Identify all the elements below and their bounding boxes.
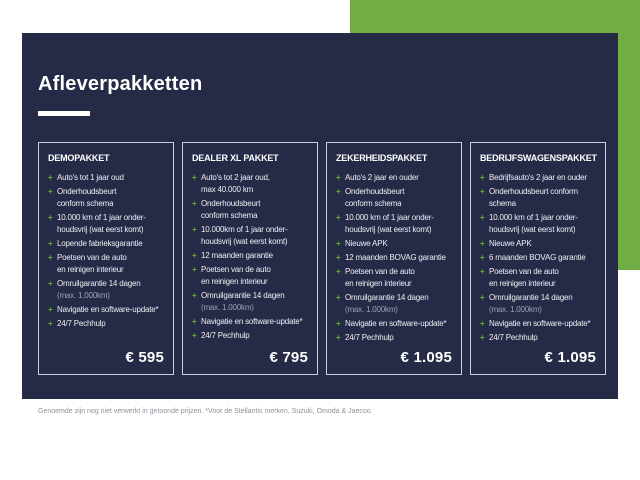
feature-lines — [489, 186, 596, 210]
feature-line: 10.000 km of 1 jaar onder- — [345, 213, 434, 222]
plus-icon: + — [336, 253, 341, 262]
feature-lines — [57, 318, 164, 330]
package-card — [470, 142, 606, 375]
feature-list — [48, 172, 164, 332]
feature-line: Navigatie en software-update* — [201, 317, 303, 326]
feature-line: Navigatie en software-update* — [489, 319, 591, 328]
plus-icon: + — [48, 253, 53, 262]
package-feature — [192, 172, 308, 196]
package-feature — [192, 316, 308, 328]
plus-icon: + — [480, 213, 485, 222]
feature-line: 12 maanden BOVAG garantie — [345, 253, 446, 262]
feature-lines — [345, 172, 452, 184]
package-feature — [192, 250, 308, 262]
feature-lines — [345, 318, 452, 330]
plus-icon: + — [336, 213, 341, 222]
package-feature — [336, 252, 452, 264]
package-card — [326, 142, 462, 375]
plus-icon: + — [192, 225, 197, 234]
package-feature — [48, 212, 164, 236]
feature-line: Omruilgarantie 14 dagen — [345, 293, 429, 302]
plus-icon: + — [48, 319, 53, 328]
plus-icon: + — [192, 265, 197, 274]
feature-line: houdsvrij (wat eerst komt) — [345, 225, 432, 234]
package-feature — [480, 318, 596, 330]
feature-lines — [489, 212, 596, 236]
plus-icon: + — [192, 173, 197, 182]
feature-line: Auto's tot 1 jaar oud — [57, 173, 124, 182]
package-feature — [336, 292, 452, 316]
package-feature — [192, 330, 308, 342]
feature-lines — [201, 250, 308, 262]
feature-line: Omruilgarantie 14 dagen — [57, 279, 141, 288]
package-feature — [336, 172, 452, 184]
packages-panel — [22, 33, 618, 399]
feature-line: Nieuwe APK — [345, 239, 388, 248]
feature-line: Lopende fabrieksgarantie — [57, 239, 143, 248]
package-title: BEDRIJFSWAGENSPAKKET — [480, 153, 597, 163]
package-feature — [48, 172, 164, 184]
feature-lines — [57, 186, 164, 210]
package-price: € 795 — [269, 349, 308, 366]
plus-icon: + — [48, 239, 53, 248]
feature-line: en reinigen interieur — [489, 279, 556, 288]
package-feature — [480, 212, 596, 236]
feature-line: (max. 1.000km) — [57, 291, 110, 300]
feature-line: Onderhoudsbeurt — [201, 199, 261, 208]
feature-line: Onderhoudsbeurt — [57, 187, 117, 196]
feature-line: 24/7 Pechhulp — [201, 331, 250, 340]
package-feature — [48, 278, 164, 302]
feature-lines — [489, 252, 596, 264]
feature-lines — [489, 332, 596, 344]
plus-icon: + — [192, 331, 197, 340]
feature-lines — [57, 278, 164, 302]
feature-line: max 40.000 km — [201, 185, 254, 194]
feature-lines — [201, 316, 308, 328]
feature-line: en reinigen interieur — [345, 279, 412, 288]
package-card — [182, 142, 318, 375]
plus-icon: + — [192, 199, 197, 208]
package-feature — [48, 238, 164, 250]
feature-line: Navigatie en software-update* — [57, 305, 159, 314]
plus-icon: + — [480, 293, 485, 302]
feature-lines — [57, 172, 164, 184]
plus-icon: + — [336, 293, 341, 302]
feature-line: (max. 1.000km) — [345, 305, 398, 314]
feature-line: 10.000 km of 1 jaar onder- — [489, 213, 578, 222]
plus-icon: + — [48, 305, 53, 314]
package-feature — [336, 212, 452, 236]
package-feature — [192, 264, 308, 288]
package-price: € 595 — [125, 349, 164, 366]
feature-lines — [489, 266, 596, 290]
package-feature — [336, 318, 452, 330]
package-title: DEALER XL PAKKET — [192, 153, 279, 163]
plus-icon: + — [480, 319, 485, 328]
plus-icon: + — [48, 187, 53, 196]
plus-icon: + — [48, 173, 53, 182]
package-feature — [192, 290, 308, 314]
feature-line: Onderhoudsbeurt conform — [489, 187, 578, 196]
package-price: € 1.095 — [400, 349, 452, 366]
feature-lines — [489, 172, 596, 184]
feature-list — [480, 172, 596, 346]
feature-line: Poetsen van de auto — [489, 267, 559, 276]
package-feature — [336, 186, 452, 210]
feature-lines — [201, 290, 308, 314]
packages-row — [38, 142, 606, 375]
feature-lines — [345, 186, 452, 210]
feature-lines — [489, 238, 596, 250]
package-feature — [192, 224, 308, 248]
package-feature — [480, 292, 596, 316]
feature-lines — [201, 330, 308, 342]
package-feature — [480, 186, 596, 210]
plus-icon: + — [192, 291, 197, 300]
feature-line: Auto's 2 jaar en ouder — [345, 173, 419, 182]
package-feature — [480, 266, 596, 290]
plus-icon: + — [192, 251, 197, 260]
footnote: Genoemde zijn nog niet verwerkt in getoonde prijzen. *Voor de Stellantis merken, Suzuki, Omoda & Jaecoo. — [38, 408, 373, 415]
page-title: Afleverpakketten — [38, 73, 203, 95]
feature-line: en reinigen interieur — [57, 265, 124, 274]
feature-lines — [345, 292, 452, 316]
feature-line: Nieuwe APK — [489, 239, 532, 248]
feature-line: houdsvrij (wat eerst komt) — [489, 225, 576, 234]
feature-line: Poetsen van de auto — [57, 253, 127, 262]
package-feature — [48, 252, 164, 276]
plus-icon: + — [336, 267, 341, 276]
feature-line: 10.000 km of 1 jaar onder- — [57, 213, 146, 222]
feature-line: 6 maanden BOVAG garantie — [489, 253, 586, 262]
feature-lines — [345, 266, 452, 290]
package-feature — [48, 304, 164, 316]
feature-lines — [345, 238, 452, 250]
package-card — [38, 142, 174, 375]
feature-lines — [201, 264, 308, 288]
feature-list — [336, 172, 452, 346]
feature-line: en reinigen interieur — [201, 277, 268, 286]
feature-line: houdsvrij (wat eerst komt) — [201, 237, 288, 246]
package-feature — [480, 332, 596, 344]
package-title: DEMOPAKKET — [48, 153, 110, 163]
feature-line: conform schema — [345, 199, 402, 208]
feature-line: 10.000km of 1 jaar onder- — [201, 225, 288, 234]
package-feature — [192, 198, 308, 222]
plus-icon: + — [336, 173, 341, 182]
feature-line: Onderhoudsbeurt — [345, 187, 405, 196]
plus-icon: + — [480, 333, 485, 342]
feature-line: Auto's tot 2 jaar oud, — [201, 173, 270, 182]
feature-lines — [57, 212, 164, 236]
feature-line: schema — [489, 199, 516, 208]
feature-line: 24/7 Pechhulp — [345, 333, 394, 342]
feature-line: (max. 1.000km) — [489, 305, 542, 314]
feature-lines — [489, 318, 596, 330]
plus-icon: + — [336, 187, 341, 196]
feature-line: conform schema — [57, 199, 114, 208]
feature-line: Bedrijfsauto's 2 jaar en ouder — [489, 173, 587, 182]
plus-icon: + — [480, 267, 485, 276]
package-feature — [336, 266, 452, 290]
feature-lines — [57, 238, 164, 250]
feature-line: conform schema — [201, 211, 258, 220]
feature-line: 12 maanden garantie — [201, 251, 273, 260]
package-title: ZEKERHEIDSPAKKET — [336, 153, 428, 163]
feature-line: 24/7 Pechhulp — [57, 319, 106, 328]
package-feature — [336, 332, 452, 344]
feature-line: Poetsen van de auto — [345, 267, 415, 276]
plus-icon: + — [48, 279, 53, 288]
package-feature — [48, 186, 164, 210]
feature-lines — [57, 304, 164, 316]
plus-icon: + — [48, 213, 53, 222]
feature-line: Omruilgarantie 14 dagen — [489, 293, 573, 302]
plus-icon: + — [480, 187, 485, 196]
package-feature — [48, 318, 164, 330]
plus-icon: + — [336, 239, 341, 248]
package-price: € 1.095 — [544, 349, 596, 366]
feature-lines — [489, 292, 596, 316]
feature-line: (max. 1.000km) — [201, 303, 254, 312]
plus-icon: + — [480, 173, 485, 182]
feature-lines — [345, 212, 452, 236]
plus-icon: + — [480, 253, 485, 262]
feature-lines — [345, 252, 452, 264]
feature-line: Navigatie en software-update* — [345, 319, 447, 328]
title-underline — [38, 111, 90, 116]
feature-list — [192, 172, 308, 344]
feature-line: houdsvrij (wat eerst komt) — [57, 225, 144, 234]
plus-icon: + — [480, 239, 485, 248]
feature-lines — [201, 172, 308, 196]
feature-lines — [201, 198, 308, 222]
package-feature — [480, 172, 596, 184]
package-feature — [480, 252, 596, 264]
feature-line: 24/7 Pechhulp — [489, 333, 538, 342]
plus-icon: + — [192, 317, 197, 326]
plus-icon: + — [336, 319, 341, 328]
package-feature — [336, 238, 452, 250]
feature-lines — [57, 252, 164, 276]
feature-lines — [201, 224, 308, 248]
plus-icon: + — [336, 333, 341, 342]
feature-line: Poetsen van de auto — [201, 265, 271, 274]
feature-lines — [345, 332, 452, 344]
feature-line: Omruilgarantie 14 dagen — [201, 291, 285, 300]
package-feature — [480, 238, 596, 250]
